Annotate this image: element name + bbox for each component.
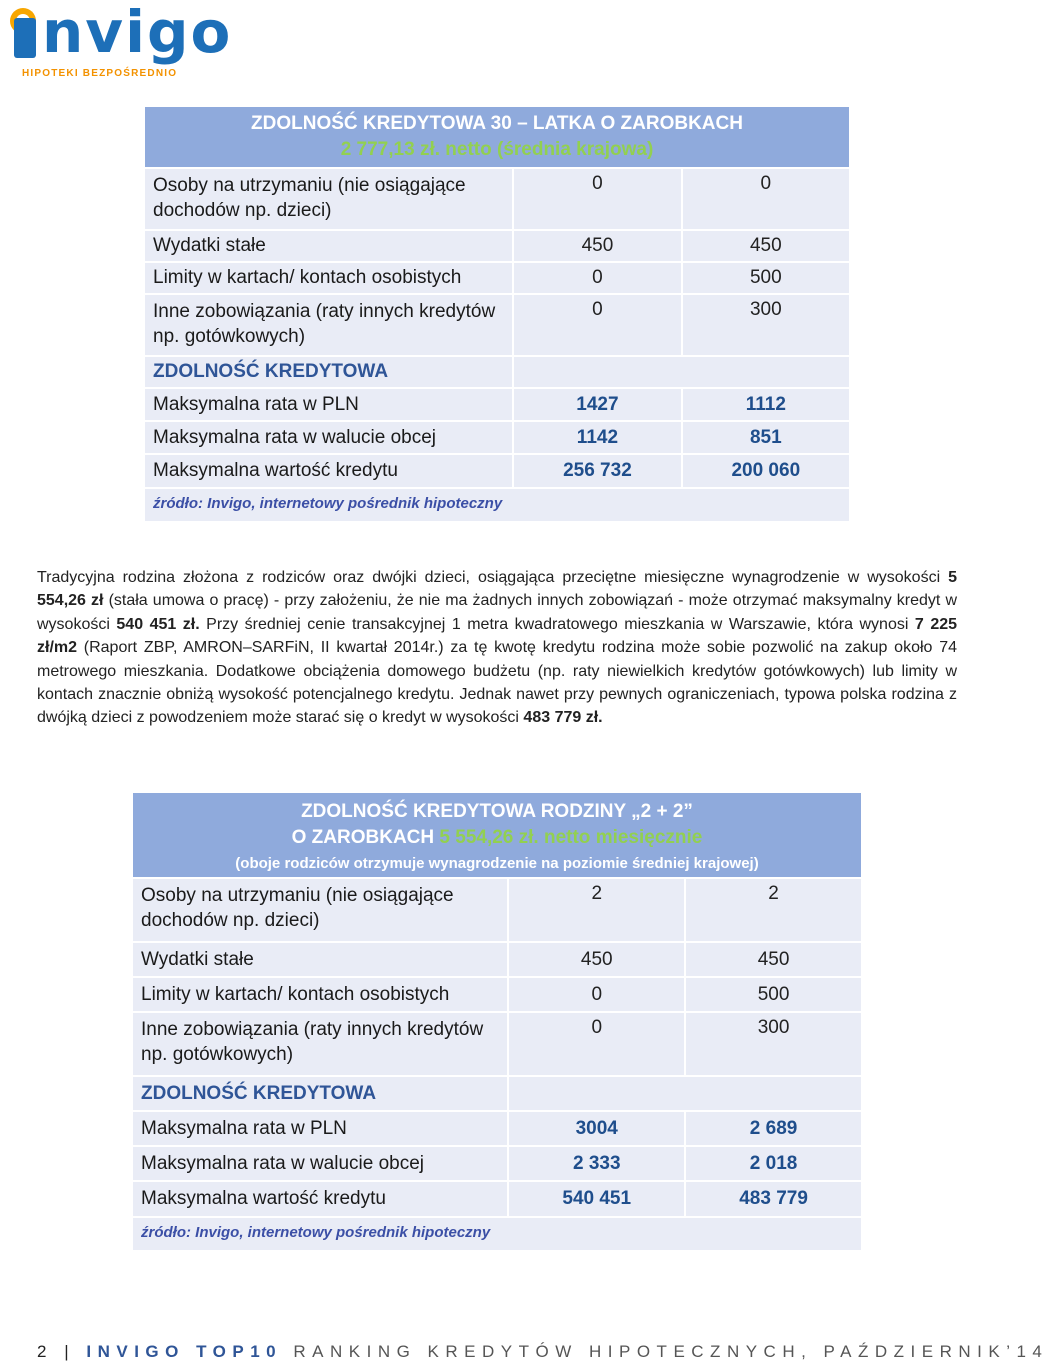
row-label: Inne zobowiązania (raty innych kredytów np. gotówkowych): [133, 1013, 507, 1075]
row-value: 450: [686, 943, 861, 976]
row-value: 2 689: [686, 1112, 861, 1145]
row-value: 0: [514, 263, 680, 293]
text-span: Tradycyjna rodzina złożona z rodziców oraz dwójki dzieci, osiągająca przeciętne miesięczne wynagrodzenie w wysokości: [37, 569, 949, 586]
bold-amount: 5 554,26 zł: [37, 569, 957, 610]
table-subtitle: 2 777,13 zł. netto (średnia krajowa): [340, 139, 654, 160]
row-value: 0: [509, 978, 684, 1011]
row-label: Maksymalna rata w walucie obcej: [133, 1147, 507, 1180]
row-label: Osoby na utrzymaniu (nie osiągające dochodów np. dzieci): [145, 169, 512, 229]
row-value: 256 732: [514, 455, 680, 487]
row-value: 0: [509, 1013, 684, 1075]
page-footer: [37, 1342, 1048, 1362]
table-row: [145, 169, 849, 229]
section-heading: ZDOLNOŚĆ KREDYTOWA: [133, 1077, 507, 1110]
row-value: 0: [514, 169, 680, 229]
empty-cell: [509, 1077, 861, 1110]
logo-tagline: HIPOTEKI BEZPOŚREDNIO: [22, 68, 178, 79]
row-value: 1112: [683, 389, 849, 420]
row-label: Maksymalna rata w walucie obcej: [145, 422, 512, 453]
footer-separator: |: [64, 1342, 76, 1361]
row-label: Maksymalna wartość kredytu: [133, 1182, 507, 1216]
table-row: [145, 263, 849, 293]
table-row: [133, 1013, 861, 1075]
table-row: [133, 879, 861, 941]
table-row: [145, 231, 849, 261]
footer-brand: INVIGO TOP10: [86, 1342, 283, 1361]
table-row: [133, 1112, 861, 1145]
table-row: [145, 295, 849, 355]
source-note: źródło: Invigo, internetowy pośrednik hipoteczny: [145, 489, 849, 521]
row-label: Osoby na utrzymaniu (nie osiągające dochodów np. dzieci): [133, 879, 507, 941]
row-value: 540 451: [509, 1182, 684, 1216]
table-row: [145, 455, 849, 487]
row-label: Limity w kartach/ kontach osobistych: [133, 978, 507, 1011]
table-header: [133, 793, 861, 877]
credit-capacity-table-single: [143, 105, 851, 523]
row-value: 1427: [514, 389, 680, 420]
logo-i-stem: [14, 18, 36, 58]
row-value: 3004: [509, 1112, 684, 1145]
section-row: [133, 1077, 861, 1110]
table-row: [133, 943, 861, 976]
row-label: Wydatki stałe: [145, 231, 512, 261]
row-value: 300: [686, 1013, 861, 1075]
table-header: [145, 107, 849, 167]
invigo-logo: [8, 0, 288, 79]
section-heading: ZDOLNOŚĆ KREDYTOWA: [145, 357, 512, 387]
row-value: 1142: [514, 422, 680, 453]
row-label: Limity w kartach/ kontach osobistych: [145, 263, 512, 293]
logo-wordmark: nvigo: [8, 0, 232, 64]
text-span: (stała umowa o pracę) - przy założeniu, że nie ma żadnych innych zobowiązań - może otrzymać maksymalny kredyt w wysokości: [37, 592, 958, 633]
page-number: 2: [37, 1342, 53, 1361]
row-label: Wydatki stałe: [133, 943, 507, 976]
text-span: Przy średniej cenie transakcyjnej 1 metra kwadratowego mieszkania w Warszawie, która wynosi: [199, 615, 915, 633]
row-value: 300: [683, 295, 849, 355]
table-subtitle: O ZAROBKACH 5 554,26 zł. netto miesięcznie: [291, 827, 703, 848]
source-row: [133, 1218, 861, 1250]
row-value: 500: [683, 263, 849, 293]
empty-cell: [514, 357, 849, 387]
row-value: 0: [683, 169, 849, 229]
row-value: 450: [683, 231, 849, 261]
table-note: (oboje rodziców otrzymuje wynagrodzenie na poziomie średniej krajowej): [235, 855, 759, 872]
table-title: ZDOLNOŚĆ KREDYTOWA RODZINY „2 + 2”: [301, 801, 693, 822]
bold-amount: 483 779 zł.: [523, 709, 603, 727]
source-row: [145, 489, 849, 521]
row-value: 851: [683, 422, 849, 453]
row-value: 500: [686, 978, 861, 1011]
row-label: Maksymalna rata w PLN: [133, 1112, 507, 1145]
table-title: ZDOLNOŚĆ KREDYTOWA 30 – LATKA O ZAROBKACH: [251, 113, 743, 134]
body-paragraph: [37, 566, 957, 730]
row-value: 2 018: [686, 1147, 861, 1180]
table-row: [133, 978, 861, 1011]
text-span: (Raport ZBP, AMRON–SARFiN, II kwartał 2014r.) za tę kwotę kredytu rodzina może sobie pozwolić na zakup około 74 metrowego mieszkania. Dodatkowe obciążenia domowego budżetu (np. raty niewielkich kredytów gotówkowych) lub limity w kontach znacznie obniżą wysokość potencjalnego kredytu. Jednak nawet przy pewnych ograniczeniach, typowa polska rodzina z dwójką dzieci z powodzeniem może starać się o kredyt w wysokości: [37, 639, 957, 727]
table-row: [133, 1182, 861, 1216]
row-value: 450: [514, 231, 680, 261]
credit-capacity-table-family: [131, 791, 863, 1252]
table-row: [145, 389, 849, 420]
row-value: 483 779: [686, 1182, 861, 1216]
row-value: 2: [509, 879, 684, 941]
footer-title: RANKING KREDYTÓW HIPOTECZNYCH, PAŹDZIERNIK’14: [293, 1342, 1048, 1361]
row-value: 200 060: [683, 455, 849, 487]
bold-amount: 540 451 zł.: [116, 615, 200, 633]
source-note: źródło: Invigo, internetowy pośrednik hipoteczny: [133, 1218, 861, 1250]
row-value: 0: [514, 295, 680, 355]
row-value: 2 333: [509, 1147, 684, 1180]
row-value: 450: [509, 943, 684, 976]
table-row: [133, 1147, 861, 1180]
bold-amount: 7 225 zł/m2: [37, 615, 958, 657]
table-row: [145, 422, 849, 453]
row-label: Inne zobowiązania (raty innych kredytów np. gotówkowych): [145, 295, 512, 355]
section-row: [145, 357, 849, 387]
row-label: Maksymalna rata w PLN: [145, 389, 512, 420]
row-value: 2: [686, 879, 861, 941]
row-label: Maksymalna wartość kredytu: [145, 455, 512, 487]
